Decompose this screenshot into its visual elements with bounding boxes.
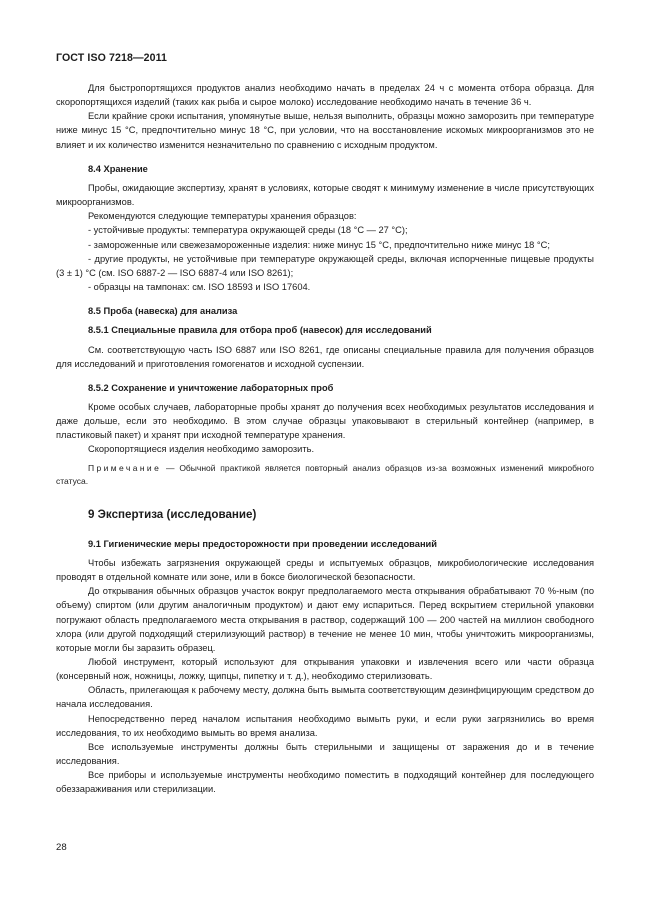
note — [56, 462, 594, 489]
paragraph: Пробы, ожидающие экспертизу, хранят в условиях, которые сводят к минимуму изменение в числе присутствующих микроорганизмов. — [56, 182, 594, 208]
paragraph: До открывания обычных образцов участок вокруг предполагаемого места открывания обрабатывают 70 %-ным (по объему) спиртом (или другим аналогичным продуктом) и дают ему испариться. Перед вскрытием стерильной упаковки погружают область предполагаемого места открывания в раствор, содержащий 100 — 200 частей на миллион свободного хлора (или другой подходящий стерилизующий раствор) в течение не менее 10 мин, чтобы уничтожить микроорганизмы, которые могли бы заразить образец. — [56, 586, 594, 653]
paragraph: Для быстропортящихся продуктов анализ необходимо начать в пределах 24 ч с момента отбора образца. Для скоропортящихся изделий (таких как рыба и сырое молоко) исследование необходимо начать в течение 36 ч. — [56, 83, 594, 108]
list-item: - устойчивые продукты: температура окружающей среды (18 °С — 27 °С); — [88, 225, 408, 236]
paragraph: Если крайние сроки испытания, упомянутые выше, нельзя выполнить, образцы можно заморозить при температуре ниже минус 15 °С, предпочтительно минус 18 °С, при условии, что на восстановление искомых микроорганизмов это не влияет и их количество изменится незначительно по сравнению с исходным продуктом. — [56, 111, 594, 150]
paragraph: Все приборы и используемые инструменты необходимо поместить в подходящий контейнер для последующего обеззараживания или стерилизации. — [56, 770, 594, 795]
list-item: - другие продукты, не устойчивые при температуре окружающей среды, включая испорченные пищевые продукты (3 ± 1) °С (см. ISO 6887-2 — ISO 6887-4 или ISO 8261); — [56, 253, 594, 278]
paragraph: Любой инструмент, который используют для открывания упаковки и извлечения всего или части образца (консервный нож, ножницы, ложку, щипцы, пипетку и т. д.), необходимо стерилизовать. — [56, 657, 594, 682]
paragraph: См. соответствующую часть ISO 6887 или ISO 8261, где описаны специальные правила для получения образцов для исследований и приготовления гомогенатов и исходной суспензии. — [56, 344, 594, 369]
list-item: - образцы на тампонах: см. ISO 18593 и ISO 17604. — [88, 282, 311, 293]
paragraph: Скоропортящиеся изделия необходимо заморозить. — [88, 444, 315, 455]
paragraph: Непосредственно перед началом испытания необходимо вымыть руки, и если руки загрязнились во время исследования, то их необходимо вымыть во время анализа. — [56, 713, 594, 738]
note-label: Примечание — [88, 462, 162, 473]
section-heading-9-1: 9.1 Гигиенические меры предосторожности при проведении исследований — [88, 538, 437, 549]
note-text: — Обычной практикой является повторный анализ образцов из-за возможных изменений микробного статуса. — [56, 462, 594, 487]
paragraph: Область, прилегающая к рабочему месту, должна быть вымыта соответствующим дезинфицирующим средством до начала исследования. — [56, 685, 594, 710]
paragraph: Рекомендуются следующие температуры хранения образцов: — [88, 211, 357, 222]
document-header: ГОСТ ISO 7218—2011 — [56, 52, 168, 64]
section-heading-8-5-2: 8.5.2 Сохранение и уничтожение лабораторных проб — [88, 382, 334, 393]
paragraph: Чтобы избежать загрязнения окружающей среды и испытуемых образцов, микробиологические исследования проводят в отдельной комнате или зоне, или в боксе биологической безопасности. — [56, 557, 594, 583]
paragraph: Все используемые инструменты должны быть стерильными и защищены от заражения до и в течение исследования. — [56, 741, 594, 767]
list-item: - замороженные или свежезамороженные изделия: ниже минус 15 °С, предпочтительно ниже минус 18 °С; — [88, 239, 550, 250]
section-heading-9: 9 Экспертиза (исследование) — [88, 507, 257, 521]
section-heading-8-4: 8.4 Хранение — [88, 163, 148, 174]
section-heading-8-5-1: 8.5.1 Специальные правила для отбора проб (навесок) для исследований — [88, 325, 432, 336]
page-number: 28 — [56, 842, 67, 853]
paragraph: Кроме особых случаев, лабораторные пробы хранят до получения всех необходимых результатов исследования и даже дольше, если это необходимо. В этом случае образцы упаковывают в стерильный контейнер (например, в пластиковый пакет) и хранят при исходной температуре хранения. — [56, 401, 594, 441]
section-heading-8-5: 8.5 Проба (навеска) для анализа — [88, 306, 238, 317]
document-body — [56, 81, 594, 797]
